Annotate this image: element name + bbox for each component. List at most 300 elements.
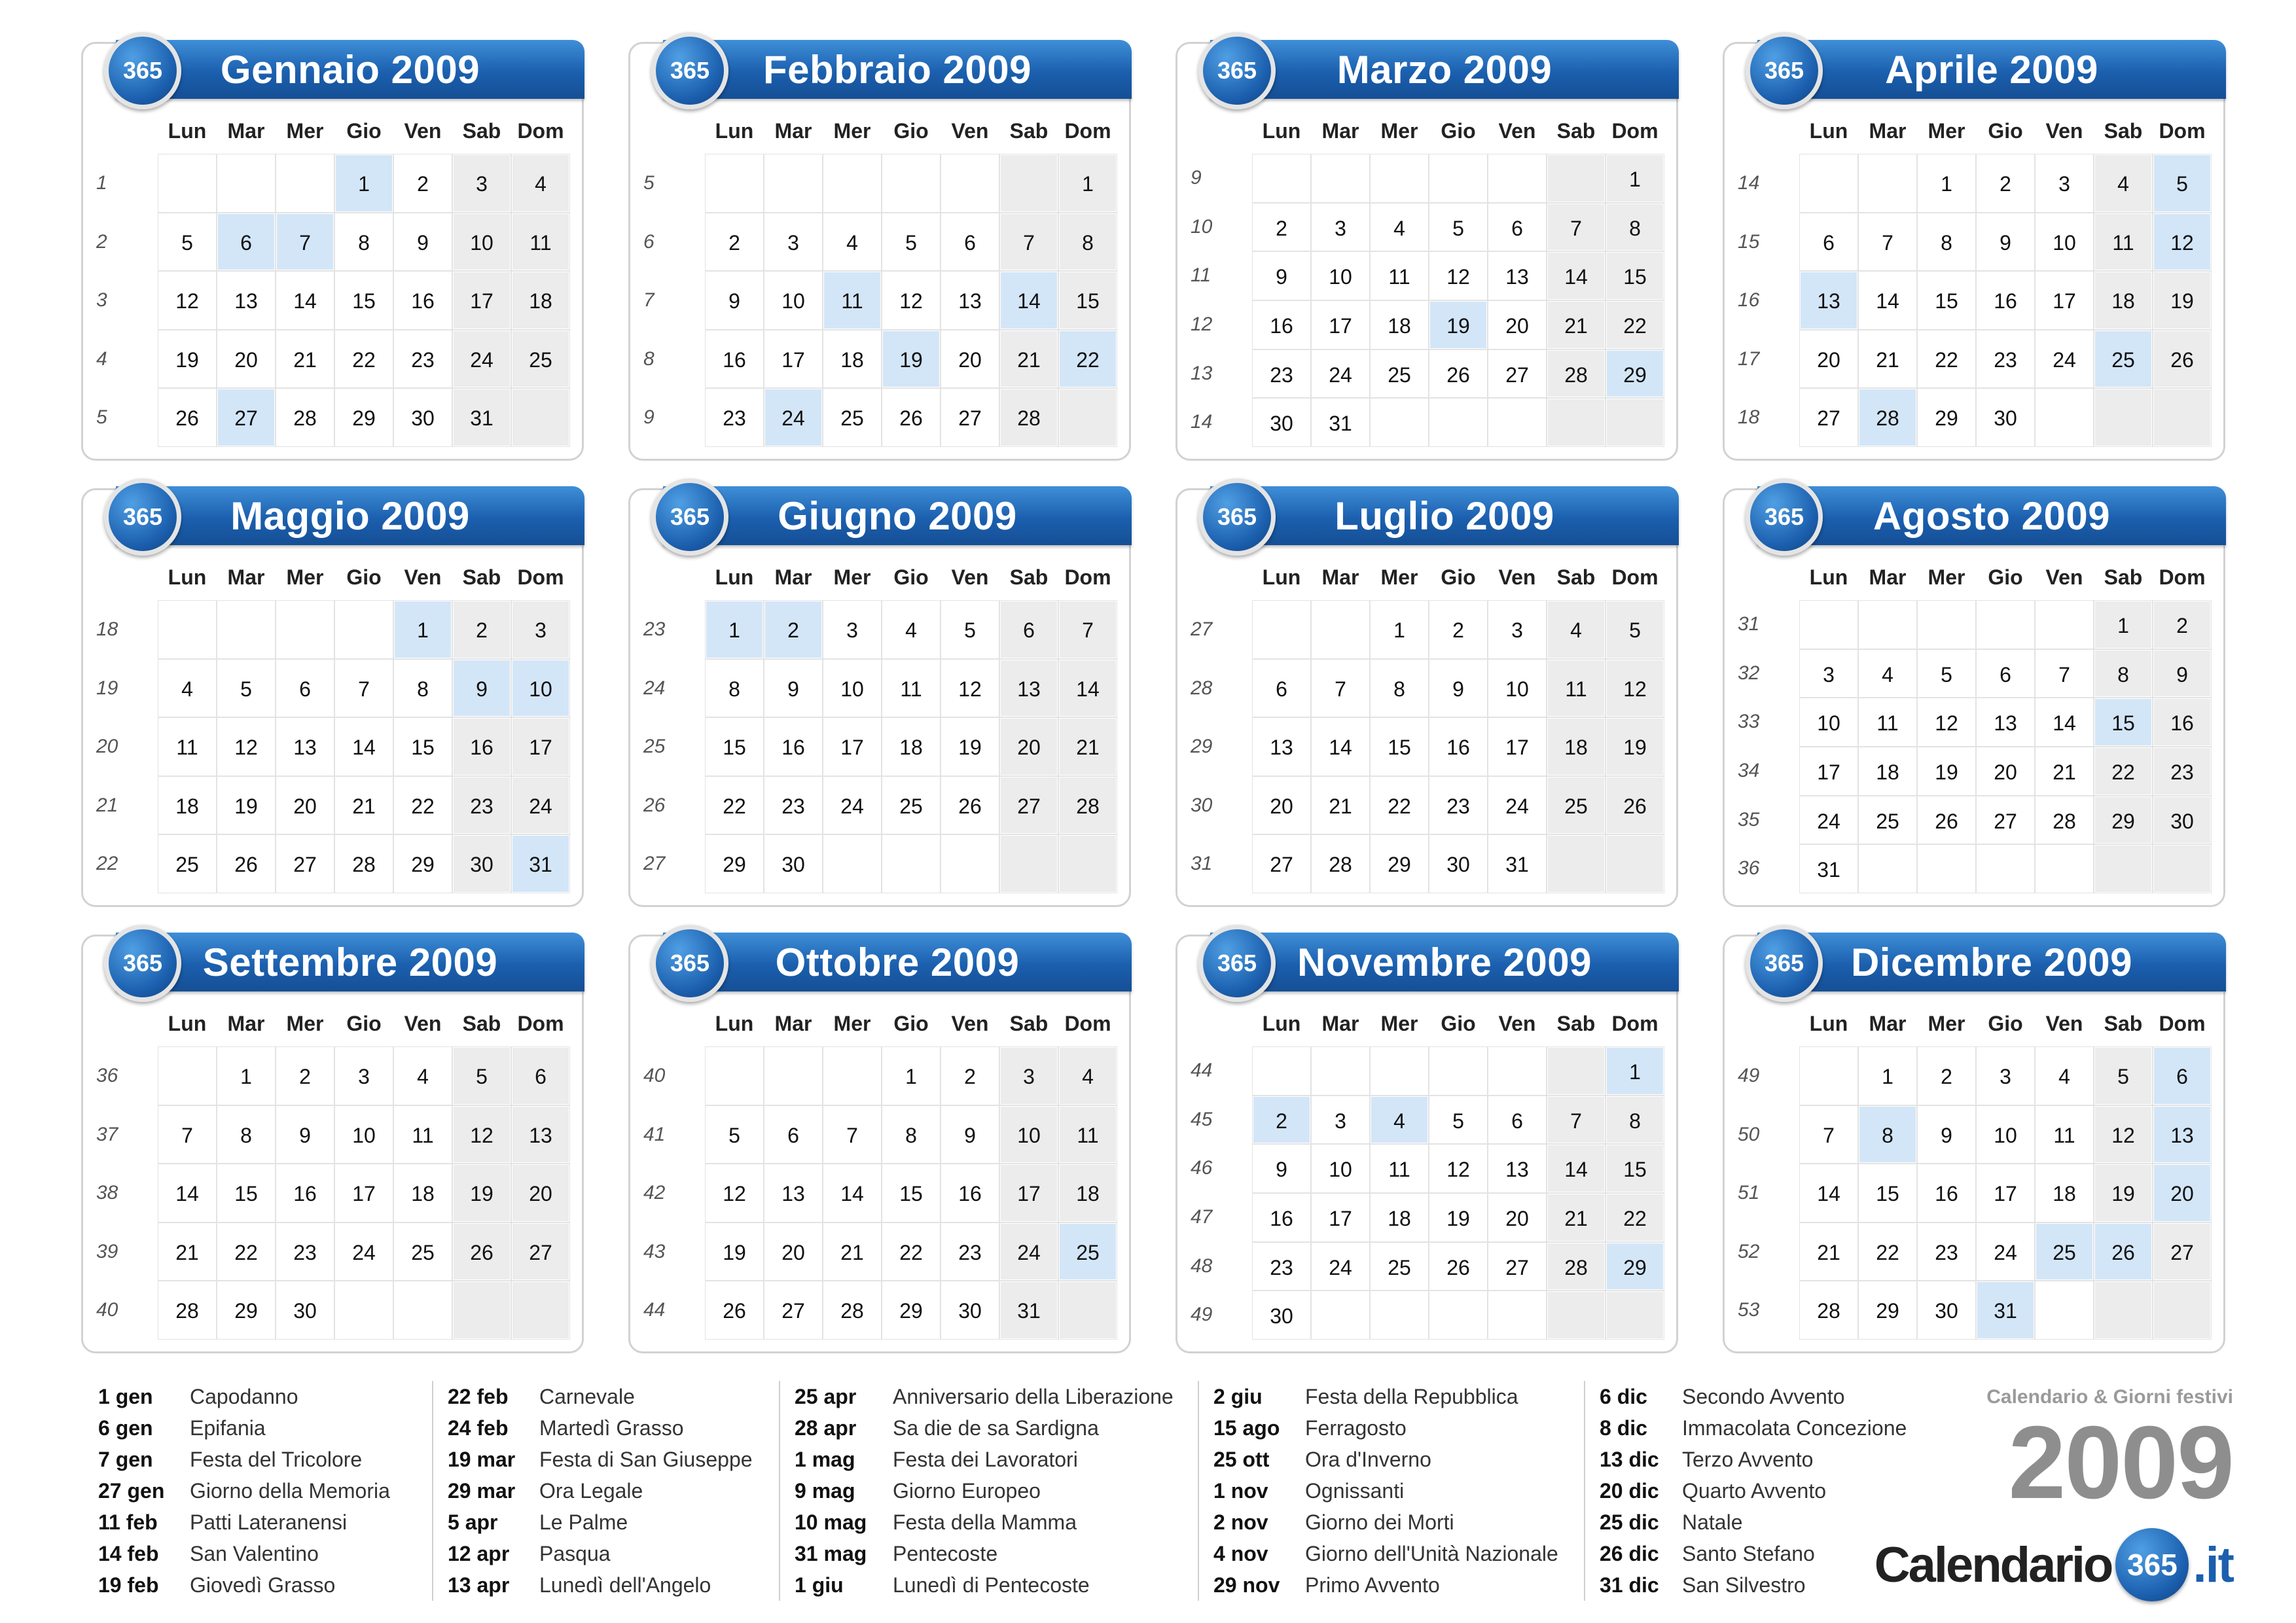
weekday-label: Mar bbox=[1869, 1012, 1907, 1035]
day-cell: 14 bbox=[999, 271, 1058, 330]
day-cell: 21 bbox=[276, 330, 334, 389]
empty-day-cell bbox=[334, 600, 393, 659]
day-cell: 23 bbox=[1252, 349, 1311, 399]
badge-365-icon: 365 bbox=[1746, 478, 1823, 556]
badge-365-icon: 365 bbox=[1198, 478, 1276, 556]
holiday-row bbox=[448, 1412, 753, 1444]
day-cell: 24 bbox=[823, 776, 882, 835]
holiday-row bbox=[98, 1444, 390, 1475]
month-card bbox=[1175, 42, 1678, 461]
day-cell: 19 bbox=[941, 717, 999, 776]
day-cell: 1 bbox=[217, 1046, 276, 1105]
empty-day-cell bbox=[1976, 844, 2035, 893]
day-cell: 10 bbox=[764, 271, 823, 330]
empty-day-cell bbox=[1799, 154, 1858, 213]
day-cell: 6 bbox=[511, 1046, 570, 1105]
day-cell: 15 bbox=[1605, 251, 1664, 300]
day-cell: 30 bbox=[1429, 834, 1488, 893]
badge-365-icon: 365 bbox=[1746, 925, 1823, 1002]
weekday-label: Gio bbox=[893, 1012, 929, 1035]
day-grid bbox=[1799, 600, 2212, 893]
day-cell: 17 bbox=[511, 717, 570, 776]
day-cell: 6 bbox=[1488, 203, 1547, 252]
empty-day-cell bbox=[882, 154, 941, 213]
holiday-row bbox=[1213, 1475, 1558, 1507]
day-cell: 5 bbox=[452, 1046, 511, 1105]
day-cell: 10 bbox=[823, 659, 882, 718]
week-number: 24 bbox=[643, 677, 666, 699]
holiday-date: 24 feb bbox=[448, 1416, 509, 1440]
day-cell: 26 bbox=[2153, 330, 2212, 389]
holiday-row bbox=[98, 1507, 390, 1538]
weekday-label: Mer bbox=[833, 565, 871, 589]
day-cell: 19 bbox=[158, 330, 217, 389]
weekday-header-row bbox=[1252, 116, 1664, 146]
holiday-name: Immacolata Concezione bbox=[1682, 1416, 1907, 1440]
weekday-label: Mar bbox=[774, 119, 812, 143]
day-cell: 29 bbox=[1605, 349, 1664, 399]
holiday-date: 27 gen bbox=[98, 1479, 165, 1503]
day-cell: 23 bbox=[941, 1222, 999, 1281]
weekday-label: Dom bbox=[1611, 119, 1659, 143]
holiday-date: 28 apr bbox=[795, 1416, 857, 1440]
holiday-name: Ora d'Inverno bbox=[1305, 1448, 1431, 1471]
week-number-column bbox=[1191, 600, 1236, 893]
weekday-label: Sab bbox=[1556, 1012, 1596, 1035]
holiday-column bbox=[1584, 1381, 1907, 1601]
day-cell: 13 bbox=[2153, 1105, 2212, 1164]
weekday-label: Dom bbox=[1611, 1012, 1659, 1035]
day-cell: 1 bbox=[393, 600, 452, 659]
month-card bbox=[1723, 42, 2225, 461]
day-cell: 11 bbox=[1370, 251, 1429, 300]
day-cell: 12 bbox=[452, 1105, 511, 1164]
day-cell: 30 bbox=[276, 1281, 334, 1340]
month-title: Giugno 2009 bbox=[778, 494, 1017, 538]
day-cell: 29 bbox=[334, 388, 393, 447]
day-cell: 9 bbox=[276, 1105, 334, 1164]
day-cell: 29 bbox=[705, 834, 764, 893]
month-card bbox=[1723, 935, 2225, 1353]
day-cell: 23 bbox=[1429, 776, 1488, 835]
day-cell: 27 bbox=[1488, 1242, 1547, 1291]
weekday-label: Dom bbox=[2159, 565, 2206, 589]
day-cell: 27 bbox=[276, 834, 334, 893]
day-cell: 4 bbox=[2035, 1046, 2094, 1105]
day-cell: 16 bbox=[941, 1164, 999, 1222]
weekday-label: Mer bbox=[1380, 1012, 1418, 1035]
badge-365-icon: 365 bbox=[1746, 32, 1823, 109]
day-cell: 22 bbox=[217, 1222, 276, 1281]
day-cell: 29 bbox=[1605, 1242, 1664, 1291]
day-cell: 15 bbox=[393, 717, 452, 776]
day-cell: 11 bbox=[393, 1105, 452, 1164]
day-cell: 28 bbox=[1547, 1242, 1605, 1291]
badge-365-icon: 365 bbox=[651, 925, 728, 1002]
month-card bbox=[628, 42, 1131, 461]
holiday-name: Ferragosto bbox=[1305, 1416, 1407, 1440]
holiday-row bbox=[795, 1538, 1174, 1569]
day-cell: 22 bbox=[2094, 747, 2153, 796]
day-cell: 30 bbox=[452, 834, 511, 893]
day-cell: 13 bbox=[511, 1105, 570, 1164]
empty-day-cell bbox=[1429, 1046, 1488, 1096]
day-cell: 7 bbox=[276, 213, 334, 272]
empty-day-cell bbox=[1488, 154, 1547, 203]
holiday-row bbox=[448, 1475, 753, 1507]
week-number: 40 bbox=[96, 1299, 118, 1321]
week-number: 49 bbox=[1738, 1065, 1760, 1086]
holiday-row bbox=[98, 1538, 390, 1569]
day-cell: 12 bbox=[158, 271, 217, 330]
holiday-name: Patti Lateranensi bbox=[190, 1510, 348, 1534]
day-cell: 8 bbox=[217, 1105, 276, 1164]
weekday-header-row bbox=[705, 116, 1117, 146]
holiday-row bbox=[795, 1569, 1174, 1601]
weekday-label: Mer bbox=[286, 119, 324, 143]
holiday-row bbox=[1213, 1444, 1558, 1475]
day-cell: 15 bbox=[1917, 271, 1976, 330]
empty-day-cell bbox=[941, 834, 999, 893]
month-header bbox=[1210, 933, 1679, 991]
day-cell: 31 bbox=[1976, 1281, 2035, 1340]
empty-day-cell bbox=[158, 600, 217, 659]
month-title: Gennaio 2009 bbox=[220, 48, 480, 92]
holiday-name: Festa di San Giuseppe bbox=[539, 1448, 753, 1471]
day-cell: 8 bbox=[334, 213, 393, 272]
day-cell: 22 bbox=[1058, 330, 1117, 389]
day-cell: 29 bbox=[1858, 1281, 1917, 1340]
empty-day-cell bbox=[1370, 154, 1429, 203]
week-number-column bbox=[1191, 1046, 1236, 1340]
week-number: 34 bbox=[1738, 760, 1760, 781]
holiday-date: 31 mag bbox=[795, 1542, 867, 1565]
day-cell: 28 bbox=[276, 388, 334, 447]
day-cell: 14 bbox=[276, 271, 334, 330]
empty-day-cell bbox=[2153, 844, 2212, 893]
day-cell: 15 bbox=[217, 1164, 276, 1222]
day-cell: 28 bbox=[1058, 776, 1117, 835]
month-card bbox=[1175, 488, 1678, 907]
weekday-label: Dom bbox=[517, 119, 564, 143]
weekday-label: Gio bbox=[1988, 565, 2023, 589]
weekday-label: Mar bbox=[227, 565, 265, 589]
weekday-label: Mer bbox=[1380, 565, 1418, 589]
week-number: 8 bbox=[643, 348, 655, 370]
day-cell: 15 bbox=[705, 717, 764, 776]
day-cell: 7 bbox=[1058, 600, 1117, 659]
month-card bbox=[81, 488, 584, 907]
weekday-label: Gio bbox=[893, 565, 929, 589]
day-cell: 30 bbox=[1252, 1291, 1311, 1340]
month-card bbox=[628, 488, 1131, 907]
weekday-label: Ven bbox=[404, 565, 442, 589]
day-cell: 2 bbox=[941, 1046, 999, 1105]
day-cell: 28 bbox=[823, 1281, 882, 1340]
day-cell: 17 bbox=[2035, 271, 2094, 330]
weekday-label: Dom bbox=[2159, 1012, 2206, 1035]
week-number: 30 bbox=[1191, 794, 1213, 816]
empty-day-cell bbox=[276, 154, 334, 213]
day-cell: 10 bbox=[1488, 659, 1547, 718]
weekday-label: Sab bbox=[2104, 565, 2143, 589]
day-cell: 25 bbox=[2035, 1222, 2094, 1281]
month-title: Dicembre 2009 bbox=[1850, 940, 2133, 984]
day-cell: 3 bbox=[764, 213, 823, 272]
empty-day-cell bbox=[823, 154, 882, 213]
day-cell: 2 bbox=[764, 600, 823, 659]
day-cell: 22 bbox=[705, 776, 764, 835]
day-cell: 6 bbox=[764, 1105, 823, 1164]
day-cell: 25 bbox=[882, 776, 941, 835]
weekday-label: Sab bbox=[1009, 119, 1049, 143]
brand-logo-word: Calendario bbox=[1874, 1537, 2112, 1593]
week-number: 18 bbox=[1738, 406, 1760, 429]
empty-day-cell bbox=[217, 600, 276, 659]
day-cell: 6 bbox=[276, 659, 334, 718]
day-cell: 1 bbox=[705, 600, 764, 659]
holiday-row bbox=[795, 1412, 1174, 1444]
day-cell: 14 bbox=[1311, 717, 1370, 776]
day-cell: 26 bbox=[2094, 1222, 2153, 1281]
holiday-column bbox=[98, 1381, 390, 1601]
day-cell: 30 bbox=[1976, 388, 2035, 447]
day-cell: 30 bbox=[764, 834, 823, 893]
day-cell: 20 bbox=[276, 776, 334, 835]
empty-day-cell bbox=[1311, 1046, 1370, 1096]
holiday-row bbox=[448, 1507, 753, 1538]
day-cell: 4 bbox=[1370, 203, 1429, 252]
day-grid bbox=[1252, 154, 1664, 447]
holiday-name: Lunedì di Pentecoste bbox=[893, 1573, 1090, 1597]
weekday-label: Ven bbox=[951, 565, 989, 589]
badge-365-icon: 365 bbox=[104, 478, 181, 556]
weekday-label: Mer bbox=[1380, 119, 1418, 143]
holiday-name: Secondo Avvento bbox=[1682, 1385, 1845, 1408]
day-cell: 24 bbox=[2035, 330, 2094, 389]
holiday-name: Capodanno bbox=[190, 1385, 298, 1408]
badge-365-icon: 365 bbox=[1198, 32, 1276, 109]
holiday-row bbox=[795, 1475, 1174, 1507]
weekday-label: Gio bbox=[1441, 565, 1476, 589]
day-grid bbox=[1252, 600, 1664, 893]
day-cell: 4 bbox=[1370, 1096, 1429, 1145]
day-cell: 24 bbox=[1976, 1222, 2035, 1281]
empty-day-cell bbox=[1976, 600, 2035, 649]
holiday-date: 11 feb bbox=[98, 1510, 158, 1534]
weekday-header-row bbox=[1252, 1008, 1664, 1039]
day-cell: 24 bbox=[1799, 796, 1858, 845]
empty-day-cell bbox=[823, 1046, 882, 1105]
month-header bbox=[116, 933, 584, 991]
weekday-label: Ven bbox=[2045, 1012, 2083, 1035]
day-cell: 10 bbox=[1311, 251, 1370, 300]
day-cell: 18 bbox=[1547, 717, 1605, 776]
empty-day-cell bbox=[452, 1281, 511, 1340]
day-cell: 20 bbox=[999, 717, 1058, 776]
day-cell: 10 bbox=[1799, 698, 1858, 747]
day-grid bbox=[705, 154, 1117, 447]
empty-day-cell bbox=[764, 154, 823, 213]
day-cell: 19 bbox=[452, 1164, 511, 1222]
day-cell: 19 bbox=[705, 1222, 764, 1281]
holiday-date: 25 ott bbox=[1213, 1448, 1270, 1471]
day-cell: 28 bbox=[999, 388, 1058, 447]
day-grid bbox=[1799, 1046, 2212, 1340]
week-number: 53 bbox=[1738, 1299, 1760, 1321]
holiday-name: Giorno Europeo bbox=[893, 1479, 1041, 1503]
day-cell: 8 bbox=[2094, 649, 2153, 698]
empty-day-cell bbox=[511, 1281, 570, 1340]
day-cell: 11 bbox=[1547, 659, 1605, 718]
day-cell: 4 bbox=[393, 1046, 452, 1105]
holiday-name: Le Palme bbox=[539, 1510, 628, 1534]
day-cell: 21 bbox=[1311, 776, 1370, 835]
holiday-date: 22 feb bbox=[448, 1385, 509, 1408]
day-cell: 25 bbox=[511, 330, 570, 389]
weekday-label: Ven bbox=[951, 119, 989, 143]
month-header bbox=[1210, 486, 1679, 545]
holiday-date: 26 dic bbox=[1600, 1542, 1659, 1565]
week-number-column bbox=[1191, 154, 1236, 447]
day-cell: 19 bbox=[2094, 1164, 2153, 1222]
holiday-row bbox=[98, 1381, 390, 1412]
day-cell: 18 bbox=[393, 1164, 452, 1222]
day-cell: 3 bbox=[1799, 649, 1858, 698]
holiday-date: 1 mag bbox=[795, 1448, 855, 1471]
day-cell: 1 bbox=[2094, 600, 2153, 649]
empty-day-cell bbox=[1370, 1291, 1429, 1340]
day-cell: 14 bbox=[1799, 1164, 1858, 1222]
weekday-label: Mer bbox=[1928, 565, 1965, 589]
empty-day-cell bbox=[1488, 1046, 1547, 1096]
badge-365-icon: 365 bbox=[104, 925, 181, 1002]
week-number-column bbox=[1738, 1046, 1784, 1340]
month-title: Luglio 2009 bbox=[1335, 494, 1554, 538]
week-number: 38 bbox=[96, 1182, 118, 1204]
week-number: 19 bbox=[96, 677, 118, 699]
holiday-date: 20 dic bbox=[1600, 1479, 1659, 1503]
week-number-column bbox=[643, 154, 689, 447]
day-cell: 23 bbox=[452, 776, 511, 835]
weekday-label: Lun bbox=[168, 565, 207, 589]
holiday-row bbox=[795, 1381, 1174, 1412]
day-cell: 31 bbox=[1488, 834, 1547, 893]
weekday-label: Mer bbox=[1928, 1012, 1965, 1035]
empty-day-cell bbox=[511, 388, 570, 447]
day-cell: 25 bbox=[1370, 1242, 1429, 1291]
empty-day-cell bbox=[1429, 1291, 1488, 1340]
day-cell: 17 bbox=[1976, 1164, 2035, 1222]
day-cell: 31 bbox=[1311, 398, 1370, 447]
day-cell: 6 bbox=[1976, 649, 2035, 698]
weekday-label: Gio bbox=[1988, 1012, 2023, 1035]
day-cell: 15 bbox=[334, 271, 393, 330]
empty-day-cell bbox=[1058, 834, 1117, 893]
day-cell: 21 bbox=[1858, 330, 1917, 389]
week-number: 7 bbox=[643, 289, 655, 312]
day-cell: 31 bbox=[999, 1281, 1058, 1340]
day-cell: 8 bbox=[705, 659, 764, 718]
holiday-row bbox=[1600, 1569, 1907, 1601]
week-number-column bbox=[643, 600, 689, 893]
day-cell: 2 bbox=[1976, 154, 2035, 213]
day-cell: 14 bbox=[1858, 271, 1917, 330]
day-cell: 11 bbox=[2094, 213, 2153, 272]
day-cell: 12 bbox=[1429, 251, 1488, 300]
day-grid bbox=[158, 154, 570, 447]
holiday-date: 5 apr bbox=[448, 1510, 498, 1534]
day-cell: 12 bbox=[882, 271, 941, 330]
day-cell: 9 bbox=[1429, 659, 1488, 718]
holiday-name: Quarto Avvento bbox=[1682, 1479, 1826, 1503]
month-header bbox=[1757, 486, 2226, 545]
day-cell: 20 bbox=[511, 1164, 570, 1222]
day-cell: 5 bbox=[882, 213, 941, 272]
empty-day-cell bbox=[1858, 154, 1917, 213]
day-cell: 9 bbox=[1252, 1144, 1311, 1193]
day-cell: 9 bbox=[2153, 649, 2212, 698]
day-cell: 30 bbox=[393, 388, 452, 447]
day-cell: 27 bbox=[941, 388, 999, 447]
weekday-label: Mer bbox=[833, 1012, 871, 1035]
month-title: Ottobre 2009 bbox=[775, 940, 1020, 984]
day-cell: 5 bbox=[1429, 203, 1488, 252]
day-cell: 22 bbox=[334, 330, 393, 389]
day-grid bbox=[158, 600, 570, 893]
day-cell: 28 bbox=[1799, 1281, 1858, 1340]
day-cell: 14 bbox=[823, 1164, 882, 1222]
weekday-label: Gio bbox=[346, 565, 382, 589]
day-cell: 28 bbox=[1311, 834, 1370, 893]
day-cell: 10 bbox=[334, 1105, 393, 1164]
day-cell: 16 bbox=[1429, 717, 1488, 776]
week-number-column bbox=[96, 1046, 142, 1340]
day-cell: 23 bbox=[705, 388, 764, 447]
week-number: 40 bbox=[643, 1065, 666, 1086]
day-cell: 6 bbox=[1488, 1096, 1547, 1145]
day-cell: 15 bbox=[1058, 271, 1117, 330]
week-number: 50 bbox=[1738, 1123, 1760, 1145]
empty-day-cell bbox=[1547, 1046, 1605, 1096]
day-cell: 25 bbox=[158, 834, 217, 893]
badge-365-icon: 365 bbox=[651, 478, 728, 556]
day-grid bbox=[705, 600, 1117, 893]
day-cell: 16 bbox=[276, 1164, 334, 1222]
week-number: 44 bbox=[1191, 1060, 1213, 1081]
month-card bbox=[81, 42, 584, 461]
day-cell: 21 bbox=[823, 1222, 882, 1281]
day-cell: 21 bbox=[1799, 1222, 1858, 1281]
day-grid bbox=[1252, 1046, 1664, 1340]
day-cell: 21 bbox=[158, 1222, 217, 1281]
day-cell: 4 bbox=[1547, 600, 1605, 659]
weekday-label: Mer bbox=[1928, 119, 1965, 143]
weekday-label: Dom bbox=[1064, 1012, 1111, 1035]
day-cell: 28 bbox=[2035, 796, 2094, 845]
day-cell: 4 bbox=[1058, 1046, 1117, 1105]
day-cell: 1 bbox=[1858, 1046, 1917, 1105]
week-number: 28 bbox=[1191, 677, 1213, 699]
week-number: 51 bbox=[1738, 1182, 1760, 1204]
day-cell: 20 bbox=[1799, 330, 1858, 389]
holiday-row bbox=[1600, 1444, 1907, 1475]
day-cell: 27 bbox=[1976, 796, 2035, 845]
empty-day-cell bbox=[1311, 154, 1370, 203]
day-cell: 1 bbox=[1605, 154, 1664, 203]
empty-day-cell bbox=[217, 154, 276, 213]
day-cell: 21 bbox=[334, 776, 393, 835]
